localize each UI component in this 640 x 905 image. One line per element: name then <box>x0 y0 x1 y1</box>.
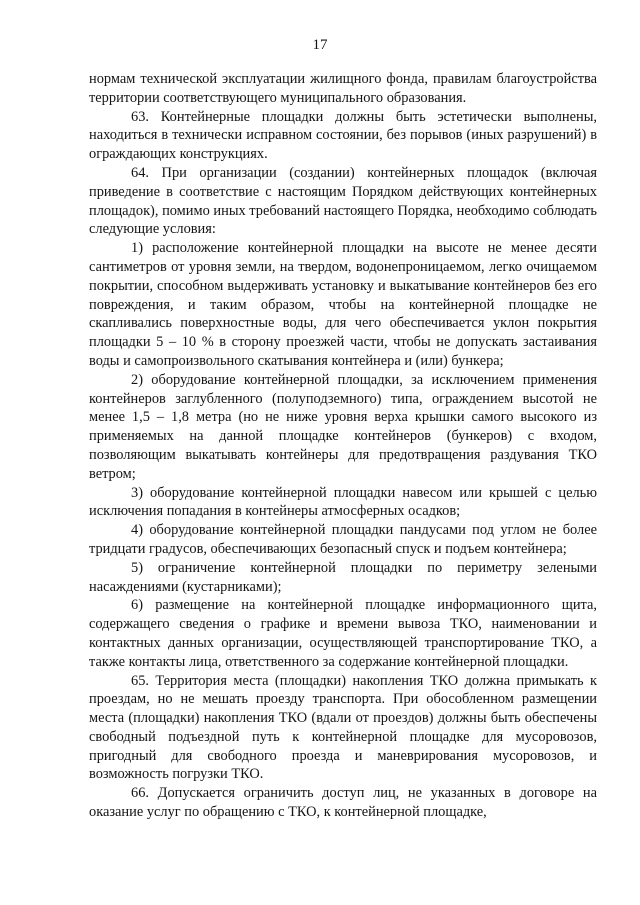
document-body <box>89 70 597 822</box>
paragraph-64-item-3: 3) оборудование контейнерной площадки навесом или крышей с целью исключения попадания в контейнеры атмосферных осадков; <box>89 484 597 520</box>
page-number: 17 <box>312 37 328 53</box>
paragraph-63: 63. Контейнерные площадки должны быть эстетически выполнены, находиться в технически исправном состоянии, без порывов (иных разрушений) в ограждающих конструкциях. <box>89 108 597 163</box>
paragraph-65: 65. Территория места (площадки) накопления ТКО должна примыкать к проездам, но не мешать проезду транспорта. При обособленном размещении места (площадки) накопления ТКО (вдали от проездов) должны быть обеспечены свободный подъездной путь к контейнерной площадке для мусоровозов, пригодный для свободного проезда и маневрирования мусоровозов, и возможность погрузки ТКО. <box>89 672 597 783</box>
paragraph-64-item-4: 4) оборудование контейнерной площадки пандусами под углом не более тридцати градусов, обеспечивающих безопасный спуск и подъем контейнера; <box>89 522 597 557</box>
paragraph-64-item-6: 6) размещение на контейнерной площадке информационного щита, содержащего сведения о графике и времени вывоза ТКО, наименовании и контактных данных организации, осуществляющей транспортирование ТКО, а также контакты лица, ответственного за содержание контейнерной площадки. <box>89 597 597 670</box>
paragraph-66: 66. Допускается ограничить доступ лиц, не указанных в договоре на оказание услуг по обращению с ТКО, к контейнерной площадке, <box>89 785 597 821</box>
paragraph-continuation: нормам технической эксплуатации жилищного фонда, правилам благоустройства территории соответствующего муниципального образования. <box>89 71 597 106</box>
paragraph-64-item-2: 2) оборудование контейнерной площадки, за исключением применения контейнеров заглубленного (полуподземного) типа, ограждением высотой не менее 1,5 – 1,8 метра (но не ниже уровня верха крышки самого высокого из применяемых на данной площадке контейнеров (бункеров) с входом, позволяющим выкатывать контейнеры для предотвращения раздувания ТКО ветром; <box>89 371 597 482</box>
paragraph-64: 64. При организации (создании) контейнерных площадок (включая приведение в соответствие с настоящим Порядком действующих контейнерных площадок), помимо иных требований настоящего Порядка, необходимо соблюдать следующие условия: <box>89 164 597 238</box>
paragraph-64-item-1: 1) расположение контейнерной площадки на высоте не менее десяти сантиметров от уровня земли, на твердом, водонепроницаемом, легко очищаемом покрытии, способном выдерживать установку и выкатывание контейнеров без его повреждения, и таким образом, чтобы на контейнерной площадке не скапливались поверхностные воды, для чего обеспечивается уклон покрытия площадки 5 – 10 % в сторону проезжей части, чтобы не допускать застаивания воды и самопроизвольного скатывания контейнера и (или) бункера; <box>89 240 597 369</box>
paragraph-64-item-5: 5) ограничение контейнерной площадки по периметру зелеными насаждениями (кустарниками); <box>89 559 597 595</box>
